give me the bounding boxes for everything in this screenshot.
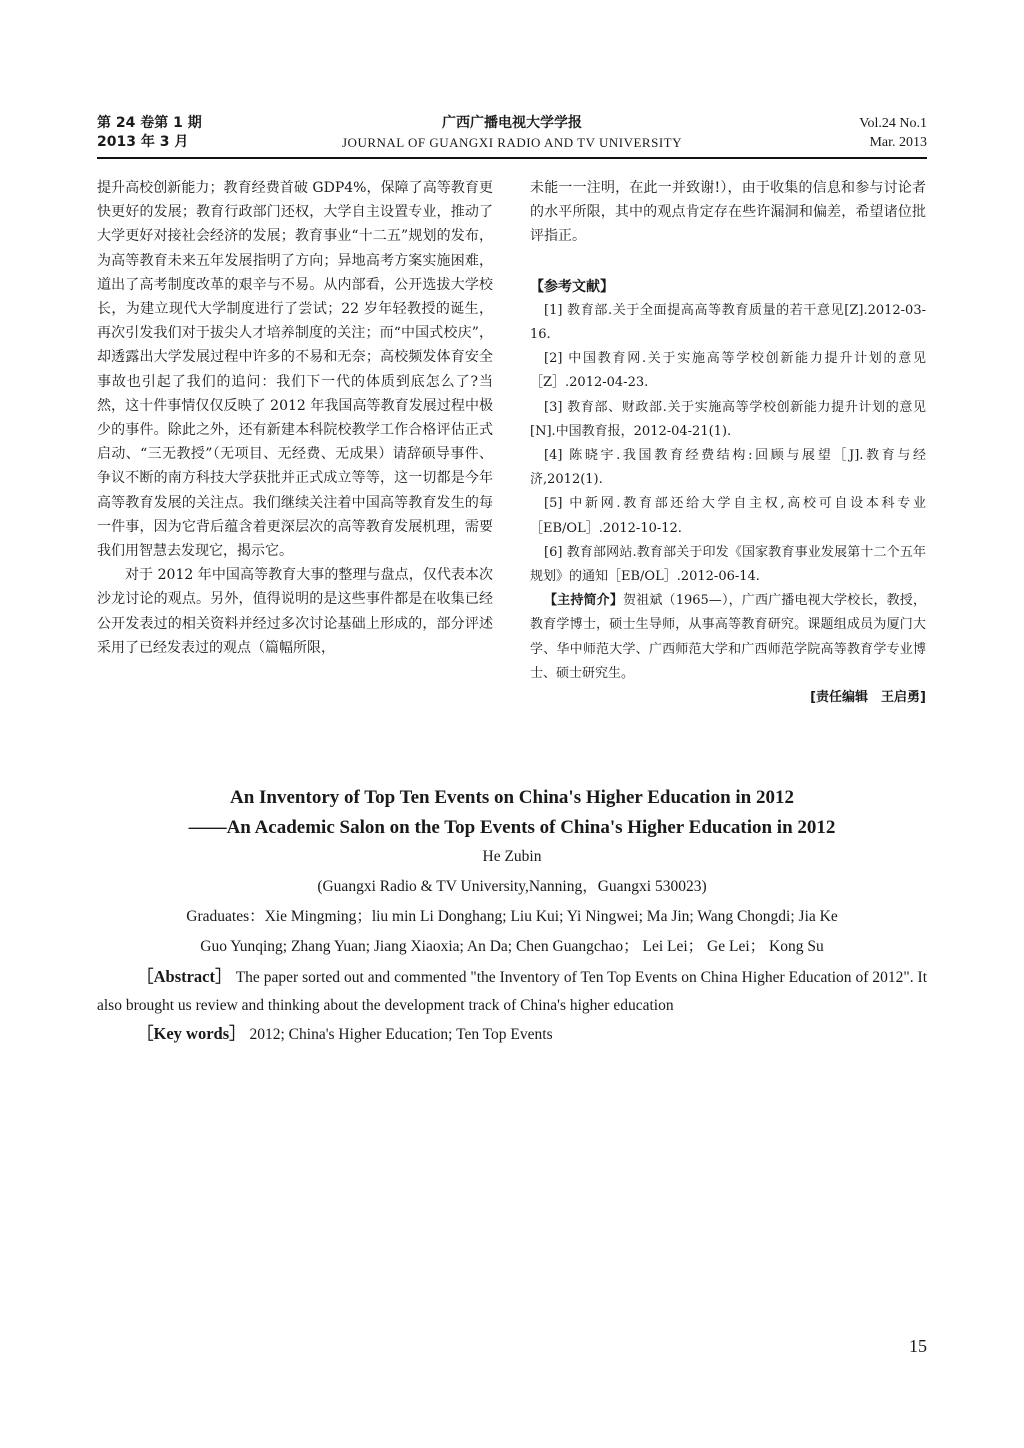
header-journal-title xyxy=(97,114,927,152)
abstract-paragraph xyxy=(97,963,927,1020)
author-name: He Zubin xyxy=(482,848,542,865)
body-paragraph-continuation: 未能一一注明，在此一并致谢!），由于收集的信息和参与讨论者的水平所限，其中的观点肯定存在些许漏洞和偏差，希望诸位批评指正。 xyxy=(530,180,926,245)
english-abstract-block xyxy=(97,783,927,1049)
graduates-line-2: Guo Yunqing; Zhang Yuan; Jiang Xiaoxia; An Da; Chen Guangchao； Lei Lei； Ge Lei； Kong Su xyxy=(200,938,824,955)
host-bio-text: 贺祖斌（1965—），广西广播电视大学校长，教授，教育学博士，硕士生导师，从事高等教育研究。课题组成员为厦门大学、华中师范大学、广西师范大学和广西师范学院高等教育学专业博士、硕士研究生。 xyxy=(530,593,926,681)
header-rule xyxy=(97,157,927,159)
english-title: An Inventory of Top Ten Events on China's Higher Education in 2012 xyxy=(230,787,794,808)
right-column xyxy=(530,176,926,710)
reference-item-4: [4] 陈晓宇.我国教育经费结构:回顾与展望［J].教育与经济,2012(1). xyxy=(530,448,926,488)
body-paragraph-1: 提升高校创新能力；教育经费首破 GDP4%，保障了高等教育更快更好的发展；教育行政部门还权，大学自主设置专业，推动了大学更好对接社会经济的发展；教育事业“十二五”规划的发布，为高等教育未来五年发展指明了方向；异地高考方案实施困难，道出了高考制度改革的艰辛与不易。从内部看，公开选拔大学校长，为建立现代大学制度进行了尝试；22 岁年轻教授的诞生，再次引发我们对于拔尖人才培养制度的关注；而“中国式校庆”，却透露出大学发展过程中许多的不易和无奈；高校频发体育安全事故也引起了我们的追问：我们下一代的体质到底怎么了?当然，这十件事情仅仅反映了 2012 年我国高等教育发展过程中极少的事件。除此之外，还有新建本科院校教学工作合格评估正式启动、“三无教授”（无项目、无经费、无成果）请辞硕导事件、争议不断的南方科技大学获批并正式成立等等，这一切都是今年高等教育发展的关注点。我们继续关注着中国高等教育发生的每一件事，因为它背后蕴含着更深层次的高等教育发展机理，需要我们用智慧去发现它，揭示它。 xyxy=(97,180,493,560)
graduates-line-1: Graduates：Xie Mingming；liu min Li Donghang; Liu Kui; Yi Ningwei; Ma Jin; Wang Chongdi; Jia Ke xyxy=(186,908,838,925)
reference-item-3: [3] 教育部、财政部.关于实施高等学校创新能力提升计划的意见[N].中国教育报，2012-04-21(1). xyxy=(530,399,926,439)
keywords-label: ［Key words］ xyxy=(137,1024,246,1043)
volume-en: Vol.24 No.1 xyxy=(859,116,927,131)
left-column xyxy=(97,176,493,660)
issue-date-cn: 2013 年 3 月 xyxy=(97,134,189,150)
body-paragraph-2: 对于 2012 年中国高等教育大事的整理与盘点，仅代表本次沙龙讨论的观点。另外，值得说明的是这些事件都是在收集已经公开发表过的相关资料并经过多次讨论基础上形成的，部分评述采用了已经发表过的观点（篇幅所限， xyxy=(97,567,493,656)
english-subtitle: ——An Academic Salon on the Top Events of China's Higher Education in 2012 xyxy=(188,817,836,838)
page-number: 15 xyxy=(909,1336,927,1356)
author-affiliation: (Guangxi Radio & TV University,Nanning，Guangxi 530023) xyxy=(317,878,707,895)
volume-issue: 第 24 卷第 1 期 xyxy=(97,115,202,131)
references-heading: 【参考文献】 xyxy=(530,278,614,295)
host-bio xyxy=(530,589,926,686)
journal-title-en: JOURNAL OF GUANGXI RADIO AND TV UNIVERSITY xyxy=(342,135,682,150)
journal-title-cn: 广西广播电视大学学报 xyxy=(442,115,582,131)
issue-date-en: Mar. 2013 xyxy=(869,135,927,150)
reference-item-2: [2] 中国教育网.关于实施高等学校创新能力提升计划的意见［Z］.2012-04-23. xyxy=(530,351,926,391)
header-volume-en xyxy=(859,114,927,152)
abstract-text: The paper sorted out and commented "the Inventory of Ten Top Events on China Higher Education of 2012". It also brought us review and thinking about the development track of China's higher education xyxy=(97,969,928,1014)
reference-item-5: [5] 中新网.教育部还给大学自主权,高校可自设本科专业［EB/OL］.2012-10-12. xyxy=(530,496,926,536)
keywords-text: 2012; China's Higher Education; Ten Top Events xyxy=(249,1026,553,1043)
abstract-label: ［Abstract］ xyxy=(137,967,232,986)
reference-item-1: [1] 教育部.关于全面提高高等教育质量的若干意见[Z].2012-03-16. xyxy=(530,302,926,343)
host-bio-label: 【主持简介】 xyxy=(544,593,624,609)
responsible-editor: [责任编辑 王启勇] xyxy=(810,690,926,706)
keywords-paragraph xyxy=(97,1020,927,1049)
reference-item-6: [6] 教育部网站.教育部关于印发《国家教育事业发展第十二个五年规划》的通知［EB/OL］.2012-06-14. xyxy=(530,544,926,585)
running-header xyxy=(97,114,927,154)
